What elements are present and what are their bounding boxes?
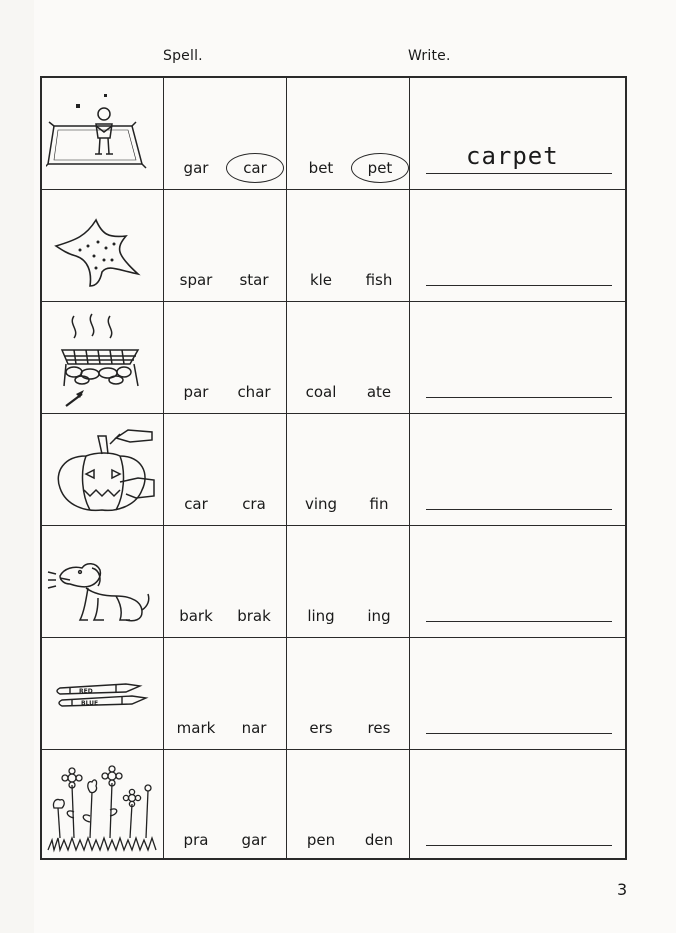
grid-row-3 [42, 302, 625, 414]
syllable-option[interactable]: ving [304, 495, 338, 513]
grid-row-6 [42, 638, 625, 750]
syllable-option[interactable]: coal [305, 383, 337, 401]
syllable-option[interactable]: gar [183, 159, 209, 177]
syllable-option[interactable]: bet [308, 159, 334, 177]
syllable-option[interactable]: par [183, 383, 209, 401]
write-line[interactable] [426, 397, 612, 398]
svg-text:BLUE: BLUE [81, 700, 99, 707]
syllable-option[interactable]: res [367, 719, 391, 737]
charcoal-grill-picture [46, 310, 160, 408]
syllable-option[interactable]: star [239, 271, 269, 289]
write-heading: Write. [408, 48, 451, 64]
girl-standing-on-carpet-picture [46, 86, 160, 184]
syllable-option[interactable]: fish [365, 271, 393, 289]
syllable-option[interactable]: cra [242, 495, 266, 513]
syllable-option[interactable]: char [237, 383, 271, 401]
syllable-option[interactable]: spar [179, 271, 213, 289]
syllable-option[interactable]: car [184, 495, 208, 513]
red-blue-markers-picture [46, 646, 160, 744]
page-number: 3 [617, 880, 628, 899]
write-line[interactable] [426, 285, 612, 286]
spelling-grid [40, 76, 627, 860]
grid-row-1 [42, 78, 625, 190]
syllable-option[interactable]: kle [309, 271, 333, 289]
syllable-option[interactable]: pen [306, 831, 336, 849]
syllable-option[interactable]: ling [307, 607, 335, 625]
pumpkin-carving-picture [46, 422, 160, 520]
starfish-picture [46, 198, 160, 296]
grid-row-5 [42, 526, 625, 638]
syllable-option-circled[interactable]: car [226, 153, 284, 183]
spell-heading: Spell. [163, 48, 203, 64]
barking-dog-picture [46, 534, 160, 632]
write-line[interactable] [426, 173, 612, 174]
syllable-option[interactable]: nar [241, 719, 267, 737]
syllable-option-circled[interactable]: pet [351, 153, 409, 183]
syllable-option[interactable]: mark [176, 719, 216, 737]
grid-row-2 [42, 190, 625, 302]
grid-row-7 [42, 750, 625, 862]
write-line[interactable] [426, 845, 612, 846]
write-line[interactable] [426, 621, 612, 622]
flower-garden-picture [46, 758, 160, 856]
grid-row-4 [42, 414, 625, 526]
syllable-option[interactable]: den [364, 831, 394, 849]
syllable-option[interactable]: gar [241, 831, 267, 849]
write-line[interactable] [426, 509, 612, 510]
syllable-option[interactable]: pra [183, 831, 209, 849]
syllable-option[interactable]: brak [237, 607, 271, 625]
syllable-option[interactable]: bark [179, 607, 213, 625]
write-line[interactable] [426, 733, 612, 734]
syllable-option[interactable]: fin [369, 495, 389, 513]
syllable-option[interactable]: ate [366, 383, 392, 401]
svg-text:RED: RED [79, 688, 93, 695]
syllable-option[interactable]: ers [309, 719, 333, 737]
syllable-option[interactable]: ing [367, 607, 391, 625]
written-answer: carpet [466, 142, 559, 170]
